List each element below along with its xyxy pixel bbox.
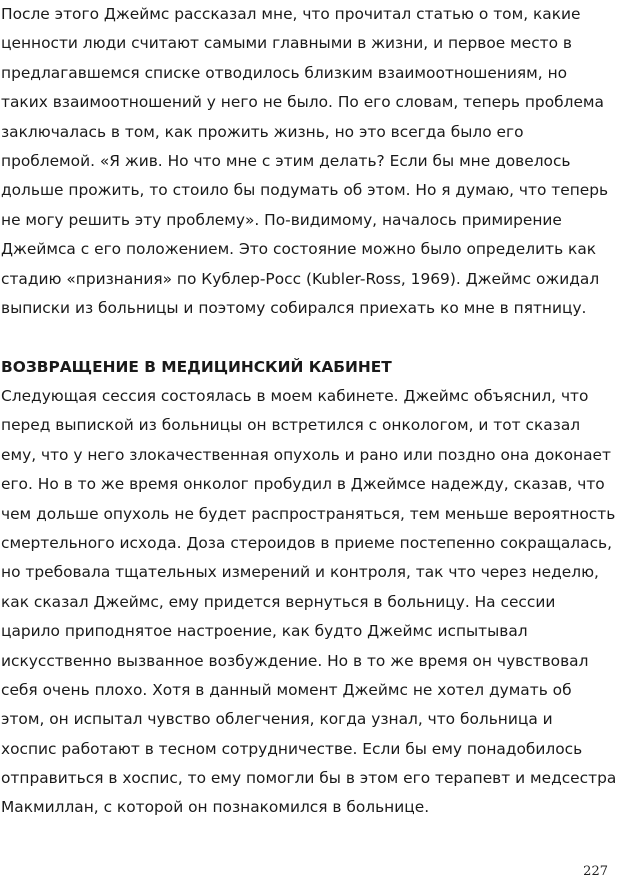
text-line: Макмиллан, с которой он познакомился в больнице. xyxy=(1,798,430,817)
text-line: искусственно вызванное возбуждение. Но в то же время он чувствовал xyxy=(1,651,589,670)
section-heading: ВОЗВРАЩЕНИЕ В МЕДИЦИНСКИЙ КАБИНЕТ xyxy=(1,358,392,376)
text-line: ему, что у него злокачественная опухоль и рано или поздно она доконает xyxy=(1,445,611,464)
text-line: После этого Джеймс рассказал мне, что прочитал статью о том, какие xyxy=(1,5,581,23)
text-line: не могу решить эту проблему». По-видимому, началось примирение xyxy=(1,210,562,229)
text-line: смертельного исхода. Доза стероидов в приеме постепенно сокращалась, xyxy=(1,533,612,552)
paragraph-2 xyxy=(1,382,620,823)
text-line: хоспис работают в тесном сотрудничестве. Если бы ему понадобилось xyxy=(1,739,583,758)
text-line: Джеймса с его положением. Это состояние можно было определить как xyxy=(1,240,597,259)
paragraph-1 xyxy=(1,0,620,323)
text-line: ценности люди считают самыми главными в жизни, и первое место в xyxy=(1,34,573,53)
text-line: перед выпиской из больницы он встретился с онкологом, и тот сказал xyxy=(1,416,581,435)
text-line: стадию «признания» по Кублер-Росс (Kubler-Ross, 1969). Джеймс ожидал xyxy=(1,269,600,288)
text-line: дольше прожить, то стоило бы подумать об этом. Но я думаю, что теперь xyxy=(1,181,609,200)
text-line: чем дольше опухоль не будет распространяться, тем меньше вероятность xyxy=(1,504,616,523)
text-line: его. Но в то же время онколог пробудил в Джеймсе надежду, сказав, что xyxy=(1,475,605,494)
text-line: заключалась в том, как прожить жизнь, но это всегда было его xyxy=(1,122,524,141)
text-line: этом, он испытал чувство облегчения, когда узнал, что больница и xyxy=(1,710,553,729)
text-line: таких взаимоотношений у него не было. По его словам, теперь проблема xyxy=(1,93,604,112)
text-line: царило приподнятое настроение, как будто Джеймс испытывал xyxy=(1,622,528,641)
page-number: 227 xyxy=(583,864,608,879)
text-line: Следующая сессия состоялась в моем кабинете. Джеймс объяснил, что xyxy=(1,387,589,405)
text-line: выписки из больницы и поэтому собирался приехать ко мне в пятницу. xyxy=(1,298,587,317)
text-line: проблемой. «Я жив. Но что мне с этим делать? Если бы мне довелось xyxy=(1,151,571,170)
text-line: но требовала тщательных измерений и контроля, так что через неделю, xyxy=(1,563,599,582)
text-line: отправиться в хоспис, то ему помогли бы в этом его терапевт и медсестра xyxy=(1,769,617,788)
text-line: как сказал Джеймс, ему придется вернуться в больницу. На сессии xyxy=(1,592,556,611)
text-line: себя очень плохо. Хотя в данный момент Джеймс не хотел думать об xyxy=(1,680,572,699)
text-line: предлагавшемся списке отводилось близким взаимоотношениям, но xyxy=(1,63,568,82)
